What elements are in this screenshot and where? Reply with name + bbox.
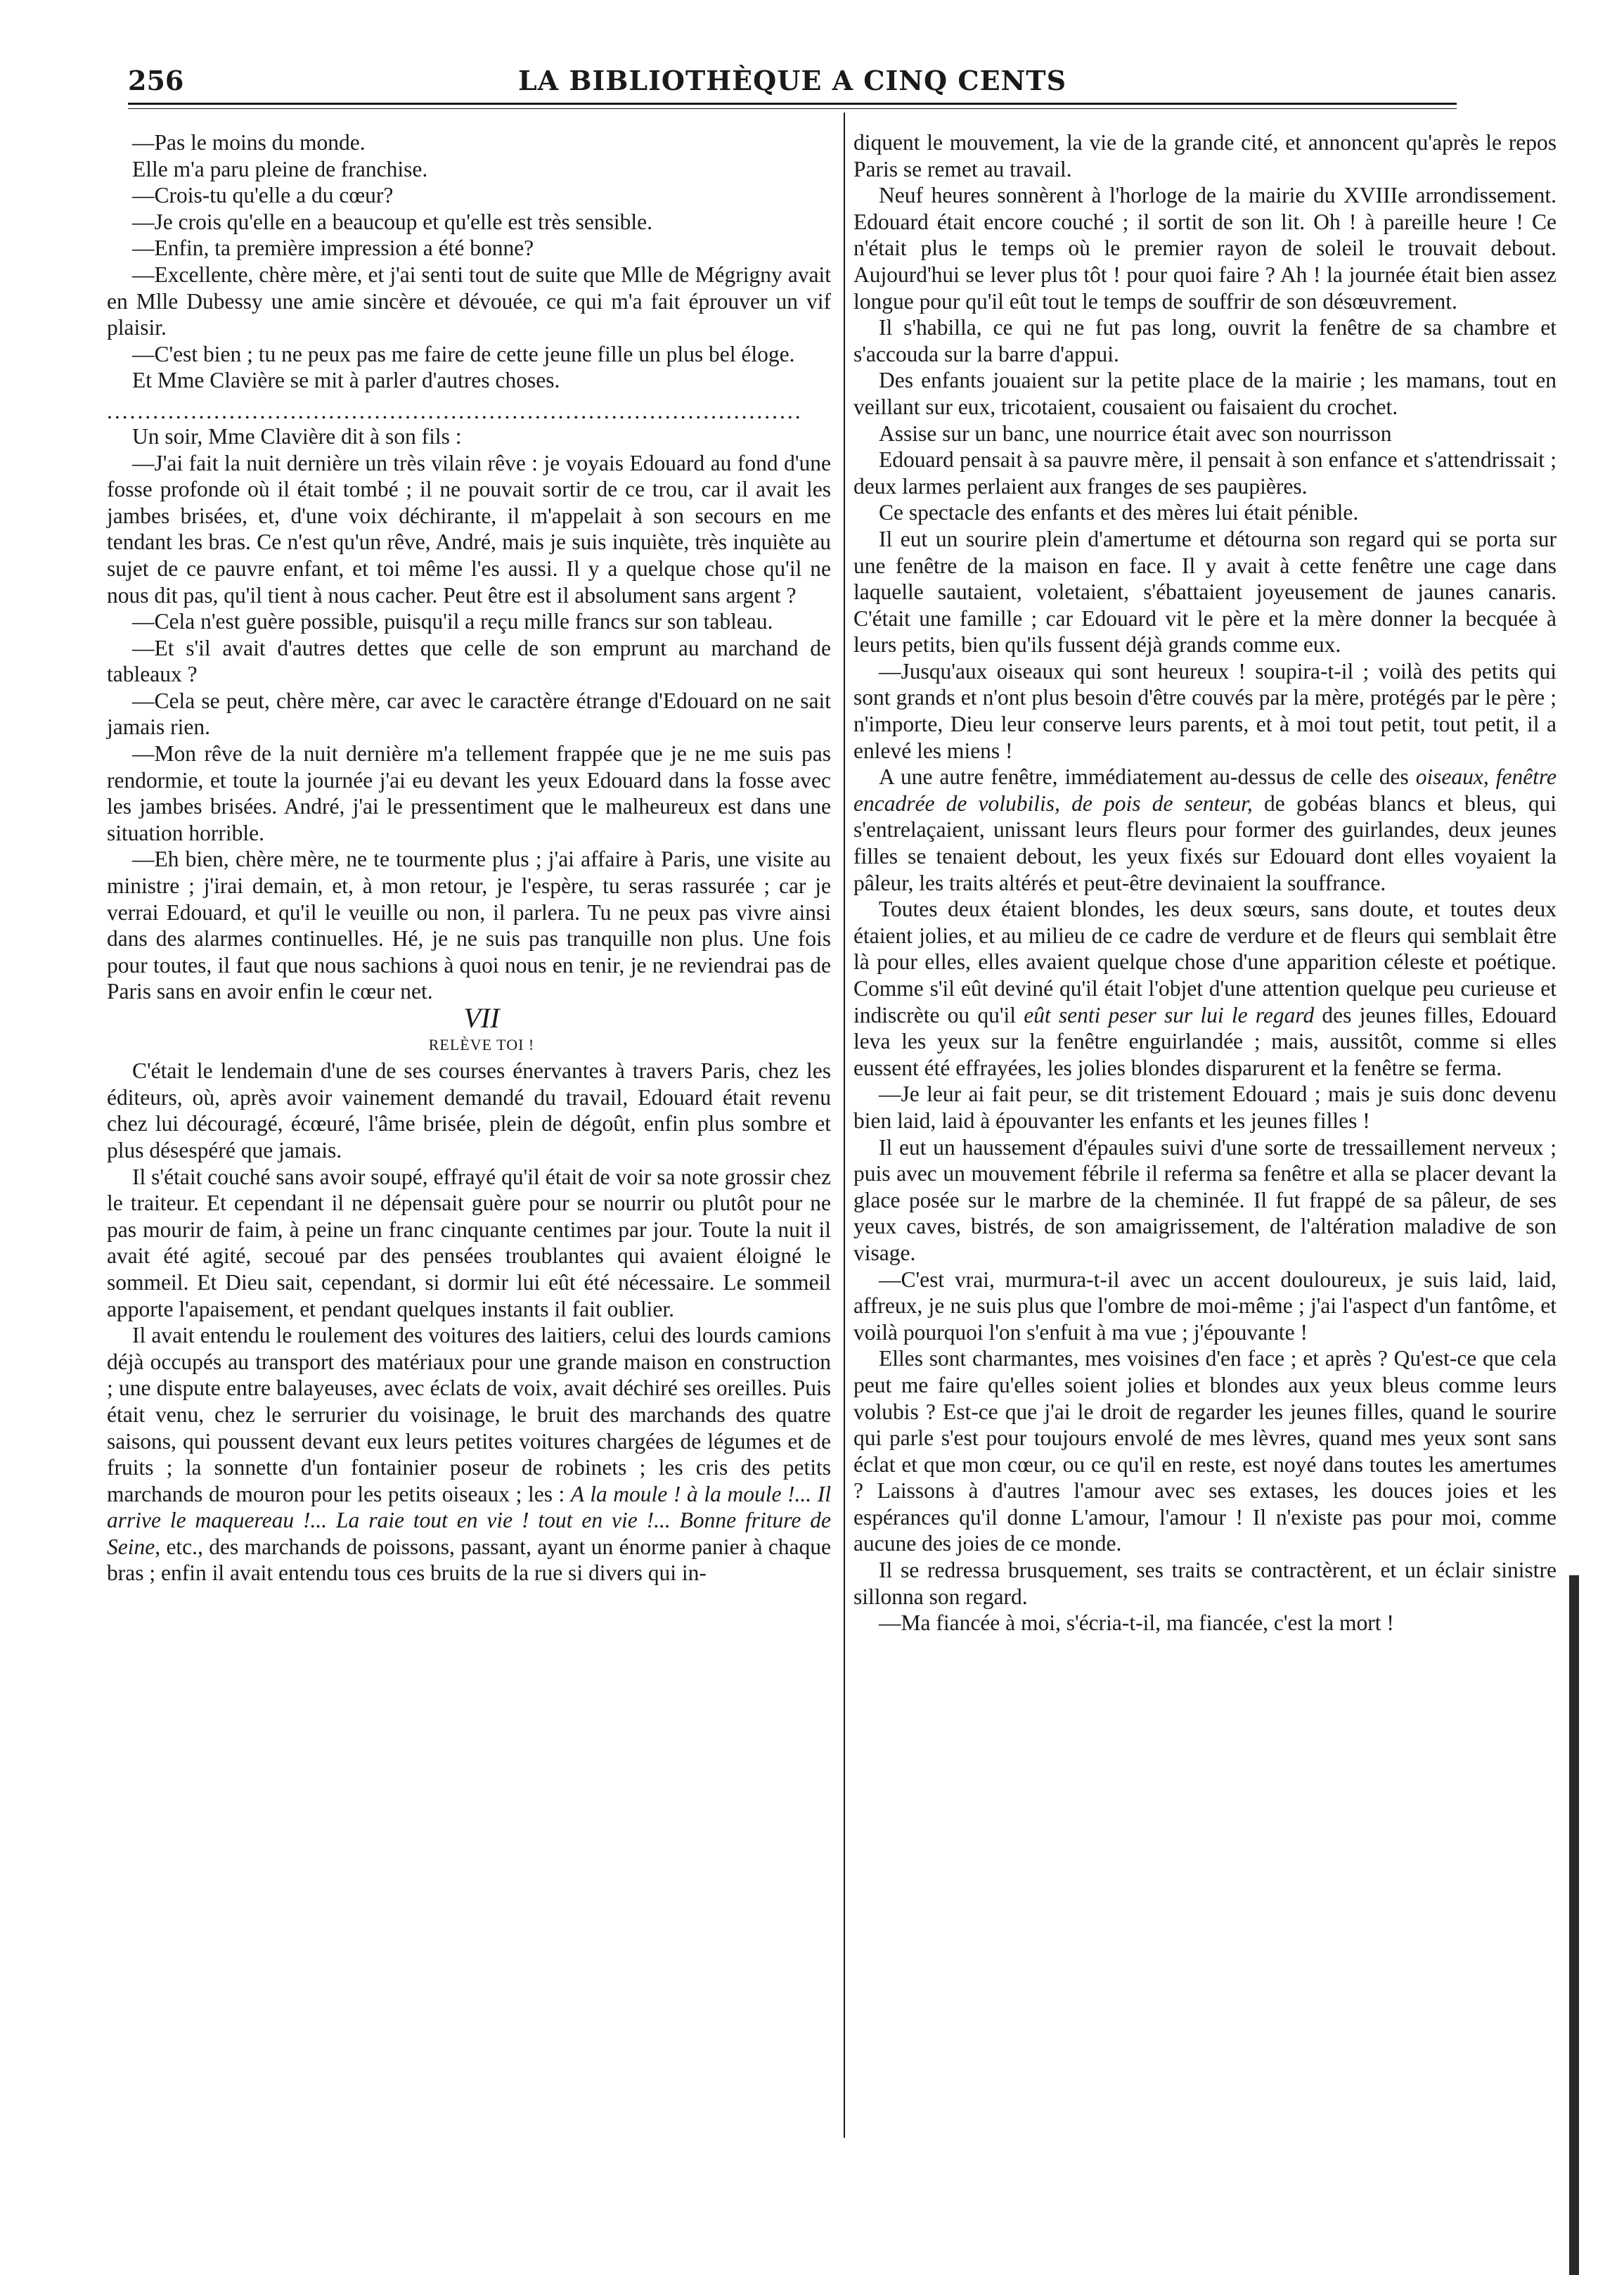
italic-text: oiseaux, fenêtre encadrée de volubilis, de pois de senteur,	[853, 764, 1557, 816]
paragraph: —Et s'il avait d'autres dettes que celle de son emprunt au marchand de tableaux ?	[107, 635, 831, 687]
right-column	[853, 129, 1557, 1636]
paragraph: —Je leur ai fait peur, se dit tristement Edouard ; mais je suis donc devenu bien laid, laid à épouvanter les enfants et les jeunes filles !	[853, 1082, 1557, 1133]
paragraph: diquent le mouvement, la vie de la grande cité, et annoncent qu'après le repos Paris se remet au travail.	[853, 130, 1557, 181]
paragraph: Elles sont charmantes, mes voisines d'en face ; et après ? Qu'est-ce que cela peut me faire qu'elles soient jolies et blondes aux yeux bleus comme leurs volubis ? Est-ce que j'ai le droit de regarder les jeunes filles, quand le sourire qui parle s'est pour toujours envolé de mes lèvres, quand mes yeux sont sans éclat et que mon cœur, ou ce qu'il en reste, est noyé dans toutes les amertumes ? Laissons à d'autres l'amour avec ses extases, les douces joies et les espérances qu'il donne L'amour, l'amour ! Il n'existe pas pour moi, comme aucune des joies de ce monde.	[853, 1346, 1557, 1556]
paragraph: Elle m'a paru pleine de franchise.	[132, 156, 428, 181]
paragraph	[853, 896, 1557, 1081]
paragraph: —Enfin, ta première impression a été bonne?	[132, 236, 534, 261]
page-number: 256	[128, 65, 184, 96]
scan-edge-shadow	[1569, 1575, 1579, 2275]
italic-text: eût senti peser sur lui le regard	[1024, 1002, 1315, 1027]
header-rule	[128, 103, 1457, 105]
paragraph: Il eut un haussement d'épaules suivi d'une sorte de tressaillement nerveux ; puis avec un mouvement fébrile il referma sa fenêtre et alla se placer devant la glace posée sur le marbre de la cheminée. Il fut frappé de sa pâleur, de ses yeux caves, bistrés, de son amaigrissement, de l'altération maladive de son visage.	[853, 1134, 1557, 1265]
paragraph: Il s'habilla, ce qui ne fut pas long, ouvrit la fenêtre de sa chambre et s'accouda sur la barre d'appui.	[853, 315, 1557, 366]
page-header	[128, 62, 1457, 98]
paragraph: Il se redressa brusquement, ses traits se contractèrent, et un éclair sinistre sillonna son regard.	[853, 1558, 1557, 1609]
paragraph: Et Mme Clavière se mit à parler d'autres choses.	[132, 368, 560, 393]
running-title: LA BIBLIOTHÈQUE A CINQ CENTS	[517, 65, 1067, 96]
paragraph: —Crois-tu qu'elle a du cœur?	[132, 183, 394, 208]
text-run: A une autre fenêtre, immédiatement au-dessus de celle des	[879, 764, 1416, 790]
paragraph: —Cela se peut, chère mère, car avec le caractère étrange d'Edouard on ne sait jamais rien.	[107, 688, 831, 740]
text-run: des jeunes filles, Edouard leva les yeux sur la fenêtre enguirlandée ; mais, aussitôt, comme si elles eussent été effrayées, les jolies blondes disparurent et la fenêtre se ferma.	[853, 1002, 1557, 1080]
paragraph: Il eut un sourire plein d'amertume et détourna son regard qui se porta sur une fenêtre de la maison en face. Il y avait à cette fenêtre une cage dans laquelle sautaient, voletaient, s'ébattaient joyeusement de jaunes canaris. C'était une famille ; car Edouard vit le père et la mère donner la becquée à leurs petits, bien qu'ils fussent déjà grands comme eux.	[853, 526, 1557, 658]
paragraph: Un soir, Mme Clavière dit à son fils :	[132, 423, 462, 449]
paragraph: —Cela n'est guère possible, puisqu'il a reçu mille francs sur son tableau.	[132, 609, 773, 634]
left-column	[107, 129, 831, 1587]
text-run: Il avait entendu le roulement des voitures des laitiers, celui des lourds camions déjà occupés au transport des matériaux pour une grande maison en construction ; une dispute entre balayeuses, avec éclats de voix, avait déchiré ses oreilles. Puis était venu, chez le serrurier du voisinage, le bruit des marchands des quatre saisons, qui poussent devant eux leurs petites voitures chargées de légumes et de fruits ; la sonnette d'un fontainier poseur de robinets ; les cris des petits marchands de mouron pour les petits oiseaux ; les :	[107, 1323, 831, 1506]
paragraph	[853, 764, 1557, 896]
paragraph: Il s'était couché sans avoir soupé, effrayé qu'il était de voir sa note grossir chez le traiteur. Et cependant il ne dépensait guère pour se nourrir ou plutôt pour ne pas mourir de faim, à peine un franc cinquante centimes par jour. Toute la nuit il avait été agité, secoué par des pensées troublantes qui avaient éloigné le sommeil. Et Dieu sait, cependant, si dormir lui eût été nécessaire. Le sommeil apporte l'apaisement, et pendant quelques instants il fait oublier.	[107, 1164, 831, 1321]
paragraph: Assise sur un banc, une nourrice était avec son nourrisson	[879, 421, 1392, 446]
paragraph: —Jusqu'aux oiseaux qui sont heureux ! soupira-t-il ; voilà des petits qui sont grands et n'ont plus besoin d'être couvés par la mère, protégés par le père ; n'importe, Dieu leur conserve leurs parents, et à moi tout petit, tout petit, il a enlevé les miens !	[853, 658, 1557, 763]
paragraph: —Ma fiancée à moi, s'écria-t-il, ma fiancée, c'est la mort !	[879, 1610, 1394, 1636]
paragraph: Des enfants jouaient sur la petite place de la mairie ; les mamans, tout en veillant sur eux, tricotaient, cousaient ou faisaient du crochet.	[853, 368, 1557, 419]
paragraph: —C'est vrai, murmura-t-il avec un accent douloureux, je suis laid, laid, affreux, je ne suis plus que l'ombre de moi-même ; j'ai l'aspect d'un fantôme, et voilà pourquoi l'on s'enfuit à ma vue ; j'épouvante !	[853, 1267, 1557, 1345]
text-run: etc., des marchands de poissons, passant, ayant un énorme panier à chaque bras ; enfin il avait entendu tous ces bruits de la rue si divers qui in-	[107, 1534, 831, 1586]
paragraph: Edouard pensait à sa pauvre mère, il pensait à son enfance et s'attendrissait ; deux larmes perlaient aux franges de ses paupières.	[853, 447, 1557, 499]
column-divider	[844, 113, 845, 2138]
paragraph: C'était le lendemain d'une de ses courses énervantes à travers Paris, chez les éditeurs, où, après avoir vainement demandé du travail, Edouard était revenu chez lui découragé, écœuré, l'âme brisée, plein de dégoût, enfin plus sombre et plus désespéré que jamais.	[107, 1058, 831, 1162]
paragraph: —Excellente, chère mère, et j'ai senti tout de suite que Mlle de Mégrigny avait en Mlle Dubessy une amie sincère et dévouée, ce qui m'a fait éprouver un vif plaisir.	[107, 262, 831, 340]
chapter-title: RELÈVE TOI !	[428, 1035, 535, 1053]
paragraph: —Je crois qu'elle en a beaucoup et qu'elle est très sensible.	[132, 209, 652, 234]
text-run: Toutes deux étaient blondes, les deux sœurs, sans doute, et toutes deux étaient jolies, et au milieu de ce cadre de verdure et de fleurs qui semblait être là pour elles, elles avaient quelque chose d'une apparition céleste et poétique. Comme s'il eût deviné qu'il était l'objet d'une attention quelque peu curieuse et indiscrète ou qu'il	[853, 897, 1557, 1027]
italic-text: A la moule ! à la moule !... Il arrive le maquereau !... La raie tout en vie ! tout en vie !... Bonne friture de Seine,	[107, 1481, 831, 1559]
paragraph: —Eh bien, chère mère, ne te tourmente plus ; j'ai affaire à Paris, une visite au ministre ; j'irai demain, et, à mon retour, je l'espère, tu seras rassurée ; car je verrai Edouard, et qu'il le veuille ou non, il parlera. Tu ne peux pas vivre ainsi dans des alarmes continuelles. Hé, je ne suis pas tranquille non plus. Une fois pour toutes, il faut que nous sachions à quoi nous en tenir, je ne reviendrai pas de Paris sans en avoir enfin le cœur net.	[107, 847, 831, 1004]
paragraph: Neuf heures sonnèrent à l'horloge de la mairie du XVIIIe arrondissement. Edouard était encore couché ; il sortit de son lit. Oh ! à pareille heure ! Ce n'était plus le temps où le premier rayon de soleil le trouvait debout. Aujourd'hui se lever plus tôt ! pour quoi faire ? Ah ! la journée était bien assez longue pour qu'il eût tout le temps de souffrir de son désœuvrement.	[853, 183, 1557, 314]
paragraph: —Mon rêve de la nuit dernière m'a tellement frappée que je ne me suis pas rendormie, et toute la journée j'ai eu devant les yeux Edouard dans la fosse avec les jambes brisées. André, j'ai le pressentiment que le malheureux est dans une situation horrible.	[107, 741, 831, 845]
chapter-number: VII	[463, 1002, 500, 1034]
paragraph: —J'ai fait la nuit dernière un très vilain rêve : je voyais Edouard au fond d'une fosse profonde où il était tombé ; il ne pouvait sortir de ce trou, car il avait les jambes brisées, et, d'une voix déchirante, il m'appelait à son secours en me tendant les bras. Ce n'est qu'un rêve, André, mais je suis inquiète, très inquiète au sujet de ce pauvre enfant, et toi même l'es aussi. Il y a quelque chose qu'il ne nous dit pas, qu'il tient à nous cacher. Peut être est il absolument sans argent ?	[107, 450, 831, 608]
paragraph: —C'est bien ; tu ne peux pas me faire de cette jeune fille un plus bel éloge.	[132, 341, 795, 366]
paragraph: Ce spectacle des enfants et des mères lui était pénible.	[879, 500, 1359, 525]
section-break-dots: ...........................................................................................	[107, 400, 803, 422]
header-rule-thin	[128, 108, 1457, 109]
paragraph	[107, 1322, 831, 1587]
paragraph: —Pas le moins du monde.	[132, 130, 366, 155]
text-run: de gobéas blancs et bleus, qui s'entrelaçaient, unissant leurs fleurs pour former des guirlandes, deux jeunes filles se tenaient debout, les yeux fixés sur Edouard dont elles voyaient la pâleur, les traits altérés et peut-être devinaient la souffrance.	[853, 790, 1557, 895]
